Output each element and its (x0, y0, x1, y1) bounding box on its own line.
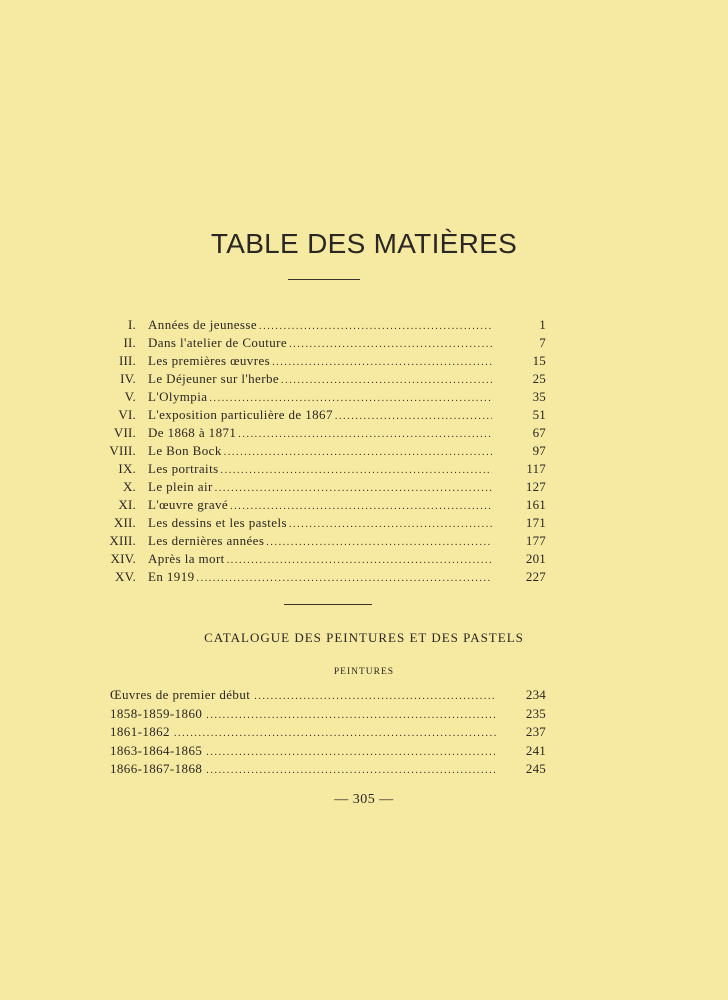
dot-leader (215, 480, 492, 498)
catalogue-entry (110, 742, 546, 761)
catalogue-title: 1863-1864-1865 (110, 742, 203, 758)
catalogue-page: 235 (525, 705, 546, 721)
catalogue-page: 241 (525, 742, 546, 758)
chapter-entry (100, 532, 546, 550)
chapter-entry (100, 496, 546, 514)
catalogue-title: 1861-1862 (110, 724, 170, 739)
dot-leader (281, 372, 492, 390)
chapter-title: En 1919 (148, 569, 195, 584)
chapter-title: De 1868 à 1871 (148, 425, 237, 440)
catalogue-title: 1858-1859-1860 (110, 705, 203, 721)
chapter-entry (100, 388, 546, 406)
chapter-page: 1 (539, 317, 546, 332)
title-divider (288, 279, 360, 280)
dot-leader (174, 725, 496, 744)
dot-leader (221, 462, 492, 480)
catalogue-heading: CATALOGUE DES PEINTURES ET DES PASTELS (204, 630, 524, 645)
dot-leader (206, 744, 496, 763)
chapter-number: IV. (120, 371, 136, 386)
dot-leader (289, 336, 492, 354)
dot-leader (254, 688, 496, 707)
chapter-number: XV. (115, 569, 136, 584)
chapter-number: XIII. (109, 533, 136, 548)
chapter-number: XI. (118, 497, 136, 512)
chapter-title: Les dessins et les pastels (148, 515, 287, 530)
chapter-page: 177 (525, 533, 546, 548)
chapter-title: Les portraits (148, 461, 219, 476)
chapter-number: VI. (118, 407, 136, 422)
chapter-title: L'œuvre gravé (148, 497, 229, 512)
chapter-entry (100, 316, 546, 334)
dot-leader (238, 426, 492, 444)
chapter-entry (100, 460, 546, 478)
chapter-page: 127 (525, 479, 546, 494)
dot-leader (289, 516, 492, 534)
chapter-title: Après la mort (148, 551, 225, 566)
chapter-entry (100, 406, 546, 424)
chapter-number: III. (118, 353, 136, 368)
dot-leader (206, 762, 496, 781)
chapter-title: Le plein air (148, 479, 213, 494)
chapter-page: 227 (525, 569, 546, 584)
chapter-entry (100, 334, 546, 352)
chapter-page: 7 (539, 335, 546, 350)
chapter-entry (100, 424, 546, 442)
chapter-number: II. (123, 335, 136, 350)
chapter-number: VII. (113, 425, 136, 440)
dot-leader (206, 707, 496, 726)
catalogue-title: 1866-1867-1868 (110, 761, 203, 776)
chapter-page: 15 (532, 353, 546, 368)
catalogue-title: Œuvres de premier début (110, 687, 251, 702)
chapter-page: 117 (526, 461, 546, 476)
chapter-number: V. (124, 389, 136, 404)
chapter-page: 35 (532, 389, 546, 404)
chapter-number: X. (122, 479, 136, 494)
chapter-page: 67 (532, 425, 546, 440)
chapter-number: VIII. (109, 443, 136, 458)
page-title: TABLE DES MATIÈRES (210, 228, 518, 259)
chapter-page: 161 (525, 497, 546, 512)
chapter-page: 201 (525, 551, 546, 566)
dot-leader (335, 408, 492, 426)
page-number: — 305 — (334, 792, 394, 807)
chapter-entry (100, 352, 546, 370)
catalogue-entry (110, 686, 546, 705)
chapter-list (100, 316, 546, 586)
chapter-title: Les premières œuvres (148, 353, 271, 368)
catalogue-entry (110, 705, 546, 724)
chapter-title: Le Déjeuner sur l'herbe (148, 371, 280, 386)
chapter-number: XIV. (110, 551, 136, 566)
chapter-title: Années de jeunesse (148, 317, 257, 332)
dot-leader (224, 444, 492, 462)
dot-leader (266, 534, 492, 552)
catalogue-subheading: PEINTURES (333, 667, 395, 677)
chapter-entry (100, 514, 546, 532)
catalogue-entry (110, 760, 546, 779)
catalogue-entry (110, 723, 546, 742)
chapter-page: 25 (532, 371, 546, 386)
dot-leader (272, 354, 492, 372)
chapter-entry (100, 550, 546, 568)
catalogue-page: 234 (525, 687, 546, 702)
chapter-page: 97 (532, 443, 546, 458)
chapter-entry (100, 442, 546, 460)
chapter-number: XII. (113, 515, 136, 530)
chapter-title: Dans l'atelier de Couture (148, 335, 288, 350)
chapter-title: L'Olympia (148, 389, 208, 404)
chapter-number: I. (128, 317, 136, 332)
dot-leader (259, 318, 492, 336)
chapter-page: 51 (532, 407, 546, 422)
catalogue-page: 245 (525, 761, 546, 776)
section-divider (284, 604, 372, 605)
chapter-entry (100, 568, 546, 586)
chapter-title: Le Bon Bock (148, 443, 222, 458)
chapter-title: L'exposition particulière de 1867 (148, 407, 333, 422)
catalogue-page: 237 (525, 724, 546, 739)
dot-leader (227, 552, 492, 570)
dot-leader (197, 570, 493, 588)
chapter-title: Les dernières années (148, 533, 265, 548)
chapter-number: IX. (118, 461, 136, 476)
catalogue-list (110, 686, 546, 779)
chapter-page: 171 (525, 515, 546, 530)
chapter-entry (100, 478, 546, 496)
chapter-entry (100, 370, 546, 388)
